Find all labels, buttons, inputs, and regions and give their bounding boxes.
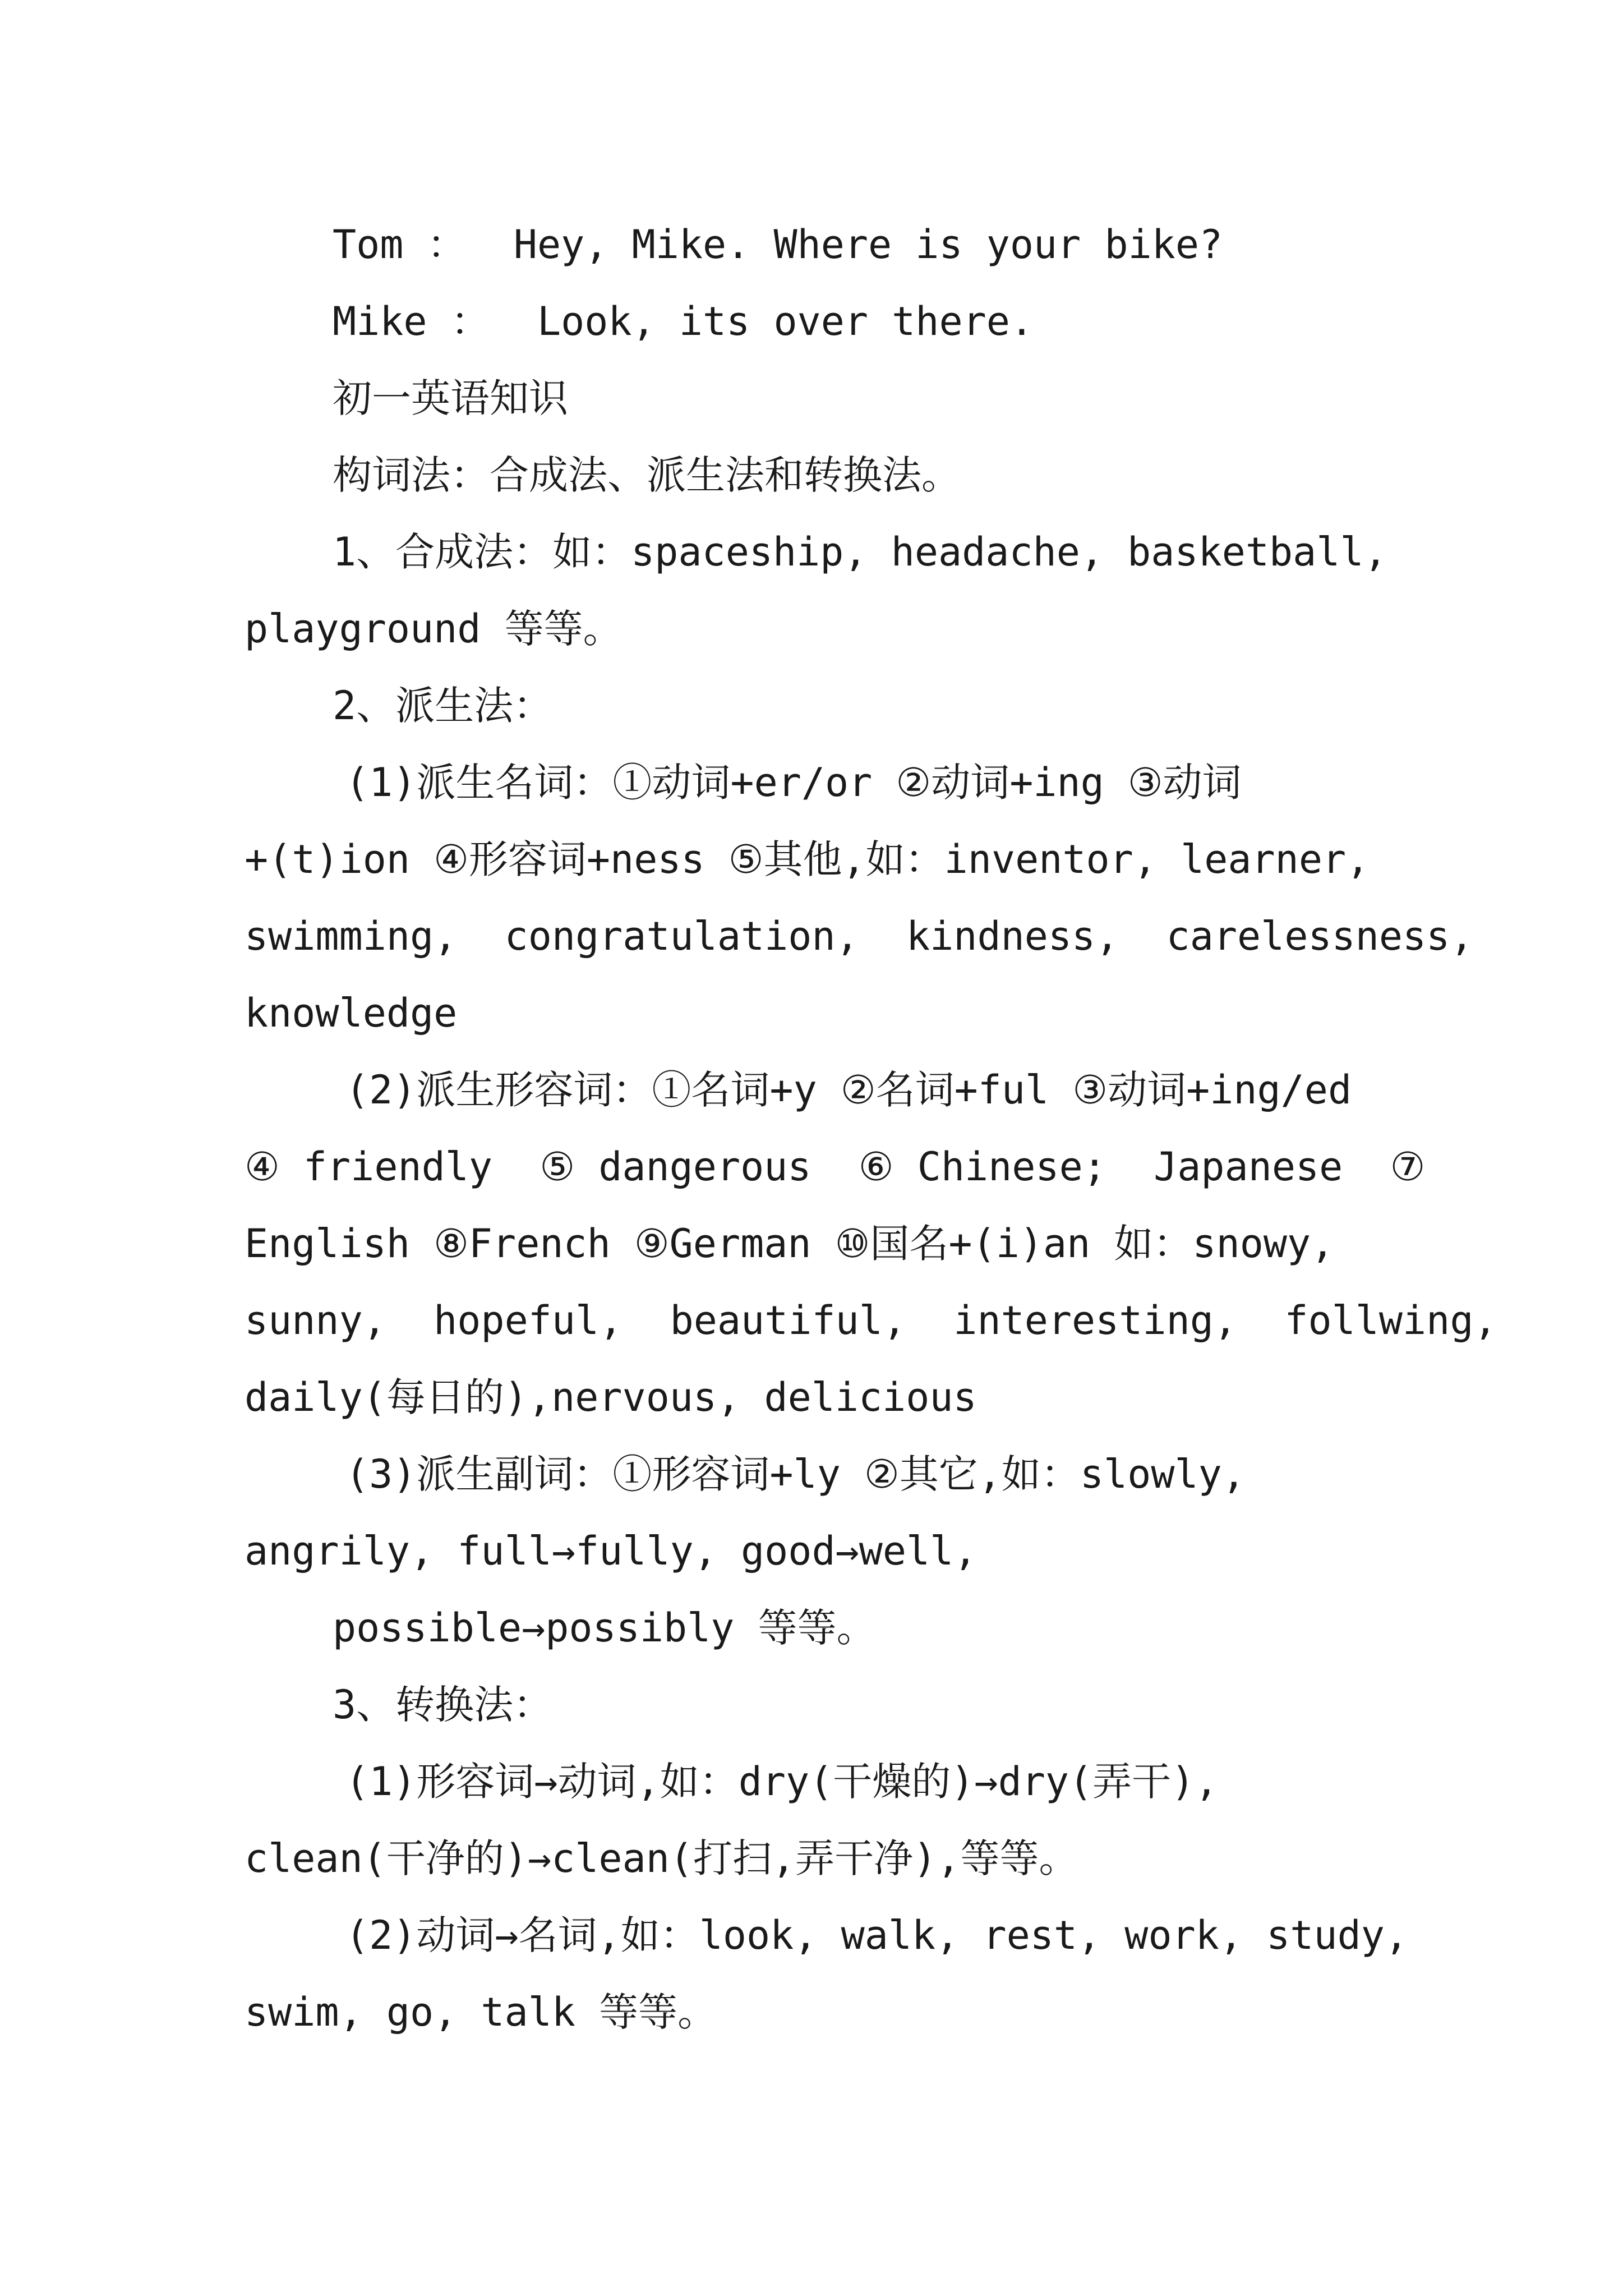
derived-noun-line: (1)派生名词：①动词+er/or ②动词+ing ③动词 <box>345 760 1242 806</box>
verb-to-noun-line: (2)动词→名词,如：look, walk, rest, work, study, <box>345 1912 1409 1958</box>
derived-adverb-line: (3)派生副词：①形容词+ly ②其它,如：slowly, <box>345 1451 1246 1497</box>
derived-noun-line-cont: +(t)ion ④形容词+ness ⑤其他,如：inventor, learner, <box>245 836 1370 882</box>
dialogue-line-tom: Tom ： Hey, Mike. Where is your bike? <box>333 222 1223 268</box>
derived-adjective-line: (2)派生形容词：①名词+y ②名词+ful ③动词+ing/ed <box>345 1067 1352 1113</box>
derived-adjective-examples-end: daily(每日的),nervous, delicious <box>245 1374 977 1420</box>
derived-adverb-examples-end: possible→possibly 等等。 <box>333 1605 876 1651</box>
adj-to-verb-line: (1)形容词→动词,如：dry(干燥的)→dry(弄干), <box>345 1759 1219 1805</box>
adj-to-verb-line-cont: clean(干净的)→clean(打扫,弄干净),等等。 <box>245 1835 1078 1881</box>
compounding-line: 1、合成法：如：spaceship, headache, basketball, <box>333 529 1387 575</box>
derived-adjective-examples: sunny, hopeful, beautiful, interesting, follwing, <box>245 1297 1497 1343</box>
derivation-heading: 2、派生法： <box>333 683 553 729</box>
derived-adverb-examples: angrily, full→fully, good→well, <box>245 1528 978 1574</box>
verb-to-noun-line-cont: swim, go, talk 等等。 <box>245 1989 717 2035</box>
derived-adjective-line-cont2: English ⑧French ⑨German ⑩国名+(i)an 如：snowy, <box>245 1221 1335 1267</box>
compounding-line-cont: playground 等等。 <box>245 606 623 652</box>
derived-adjective-line-cont: ④ friendly ⑤ dangerous ⑥ Chinese; Japanese ⑦ <box>245 1144 1426 1190</box>
conversion-heading: 3、转换法： <box>333 1682 553 1728</box>
dialogue-line-mike: Mike ： Look, its over there. <box>333 298 1034 344</box>
derived-noun-examples-end: knowledge <box>245 990 458 1036</box>
derived-noun-examples: swimming, congratulation, kindness, carelessness, <box>245 913 1474 959</box>
section-heading: 初一英语知识 <box>333 375 568 421</box>
word-formation-intro: 构词法：合成法、派生法和转换法。 <box>333 452 961 498</box>
